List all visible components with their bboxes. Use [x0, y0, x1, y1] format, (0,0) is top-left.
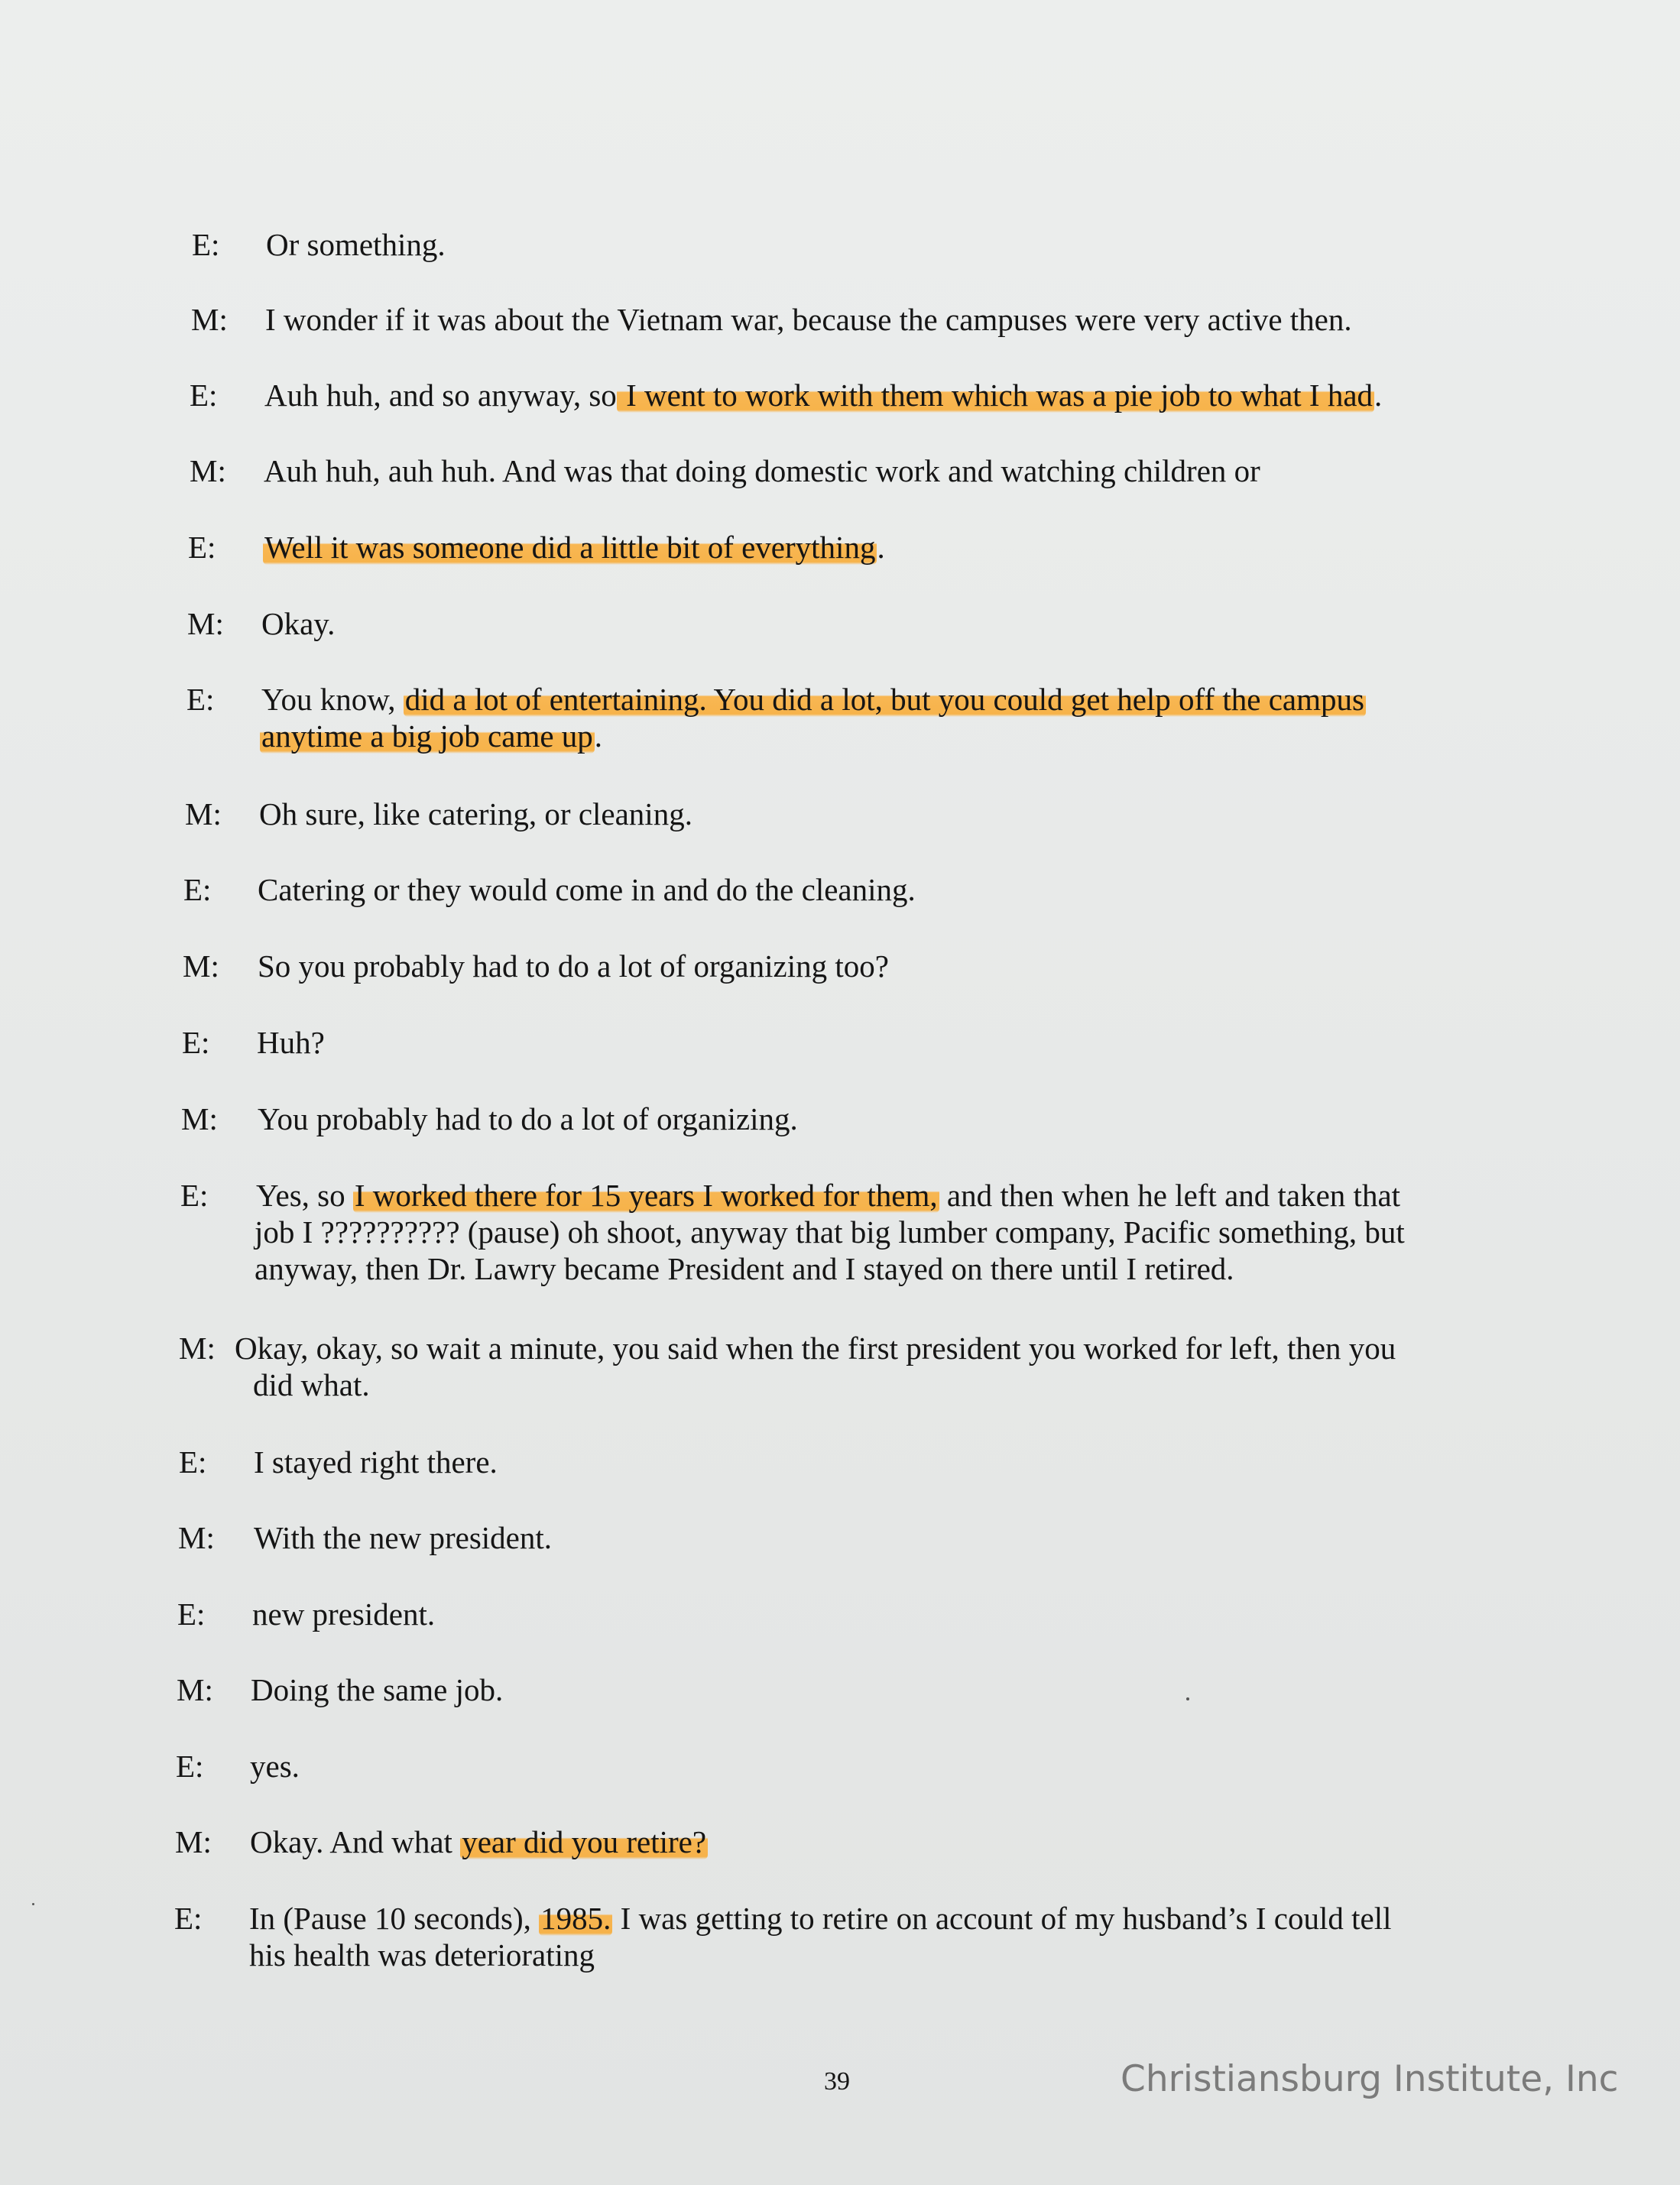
speaker-label: E:	[190, 378, 218, 413]
text-segment: .	[1374, 378, 1383, 413]
page-number: 39	[824, 2067, 850, 2096]
transcript-line	[258, 1101, 798, 1137]
text-segment: and then when he left and taken that	[939, 1178, 1401, 1213]
transcript-line	[254, 1444, 498, 1480]
transcript-line	[250, 1748, 300, 1785]
transcript-line	[264, 452, 1260, 489]
highlighted-text: anytime a big job came up	[261, 718, 593, 754]
speaker-label: M:	[187, 606, 224, 641]
text-segment: Or something.	[266, 227, 446, 262]
speaker-label: M:	[185, 796, 222, 832]
text-segment: Doing the same job.	[251, 1672, 504, 1707]
transcript-line	[235, 1330, 1396, 1366]
speaker-label: E:	[183, 872, 212, 907]
transcript-line	[249, 1900, 1391, 1937]
speaker-label: E:	[179, 1444, 207, 1480]
speaker-label: M:	[183, 948, 219, 984]
scan-speck	[32, 1903, 34, 1905]
transcript-line	[263, 529, 885, 566]
text-segment: Okay, okay, so wait a minute, you said when the first president you worked for left, then you	[235, 1331, 1396, 1366]
speaker-label: E:	[186, 682, 215, 717]
transcript-line	[259, 796, 692, 832]
transcript-line	[251, 1671, 503, 1708]
text-segment: Huh?	[257, 1025, 325, 1060]
text-segment: Auh huh, auh huh. And was that doing domestic work and watching children or	[264, 453, 1260, 488]
text-segment: Catering or they would come in and do the cleaning.	[258, 872, 916, 907]
text-segment: Okay.	[261, 606, 336, 641]
text-segment: So you probably had to do a lot of organizing too?	[258, 948, 889, 984]
speaker-label: M:	[190, 453, 226, 488]
text-segment: In (Pause 10 seconds),	[249, 1901, 540, 1936]
scan-speck	[1186, 1697, 1189, 1700]
highlighted-text: did a lot of entertaining. You did a lot, but you could get help off the campus	[404, 682, 1364, 717]
speaker-label: E:	[176, 1749, 204, 1784]
text-segment: I wonder if it was about the Vietnam war, because the campuses were very active then.	[265, 302, 1352, 337]
transcript-line	[256, 1177, 1400, 1214]
text-segment: .	[877, 530, 885, 565]
text-segment: job I ?????????? (pause) oh shoot, anyway that big lumber company, Pacific something, but	[255, 1214, 1405, 1250]
transcript-line	[252, 1596, 435, 1632]
transcript-line	[250, 1824, 708, 1860]
text-segment: Okay. And what	[250, 1824, 461, 1859]
text-segment: You know,	[261, 682, 404, 717]
highlighted-text: year did you retire?	[462, 1824, 707, 1859]
transcript-line	[261, 605, 335, 642]
transcript-line	[260, 718, 602, 754]
speaker-label: E:	[188, 530, 216, 565]
text-segment: did what.	[253, 1367, 370, 1402]
transcript-line	[254, 1519, 552, 1556]
text-segment: I was getting to retire on account of my husband’s I could tell	[612, 1901, 1392, 1936]
transcript-line	[253, 1366, 370, 1403]
transcript-line	[257, 1024, 325, 1061]
speaker-label: M:	[179, 1331, 216, 1366]
text-segment: I stayed right there.	[254, 1444, 498, 1480]
highlighted-text: I worked there for 15 years I worked for them,	[354, 1178, 938, 1213]
highlighted-text: I went to work with them which was a pie job to what I had	[618, 378, 1374, 413]
transcript-line	[255, 1214, 1405, 1250]
watermark: Christiansburg Institute, Inc	[1121, 2058, 1619, 2100]
text-segment: You probably had to do a lot of organizing.	[258, 1101, 798, 1136]
text-segment: Oh sure, like catering, or cleaning.	[259, 796, 692, 832]
text-segment: anyway, then Dr. Lawry became President and I stayed on there until I retired.	[255, 1251, 1234, 1286]
speaker-label: E:	[192, 227, 220, 262]
text-segment: his health was deteriorating	[249, 1937, 595, 1973]
speaker-label: M:	[181, 1101, 218, 1136]
highlighted-text: 1985.	[540, 1901, 611, 1936]
speaker-label: M:	[191, 302, 228, 337]
text-segment: yes.	[250, 1749, 300, 1784]
highlighted-text: Well it was someone did a little bit of everything	[264, 530, 876, 565]
transcript-line	[265, 301, 1352, 338]
text-segment: Yes, so	[256, 1178, 353, 1213]
transcript-line	[266, 226, 446, 263]
transcript-line	[258, 948, 889, 984]
speaker-label: E:	[174, 1901, 203, 1936]
text-segment: new president.	[252, 1597, 436, 1632]
speaker-label: M:	[175, 1824, 212, 1859]
speaker-label: E:	[180, 1178, 209, 1213]
speaker-label: M:	[178, 1520, 215, 1555]
transcript-line	[249, 1937, 595, 1973]
transcript-line	[255, 1250, 1234, 1287]
transcript-line	[264, 377, 1382, 413]
text-segment: Auh huh, and so anyway, so	[264, 378, 617, 413]
text-segment: With the new president.	[254, 1520, 553, 1555]
speaker-label: E:	[177, 1597, 206, 1632]
transcript-line	[261, 681, 1366, 718]
speaker-label: M:	[177, 1672, 213, 1707]
speaker-label: E:	[182, 1025, 210, 1060]
transcript-line	[258, 871, 916, 908]
text-segment: .	[594, 718, 603, 754]
